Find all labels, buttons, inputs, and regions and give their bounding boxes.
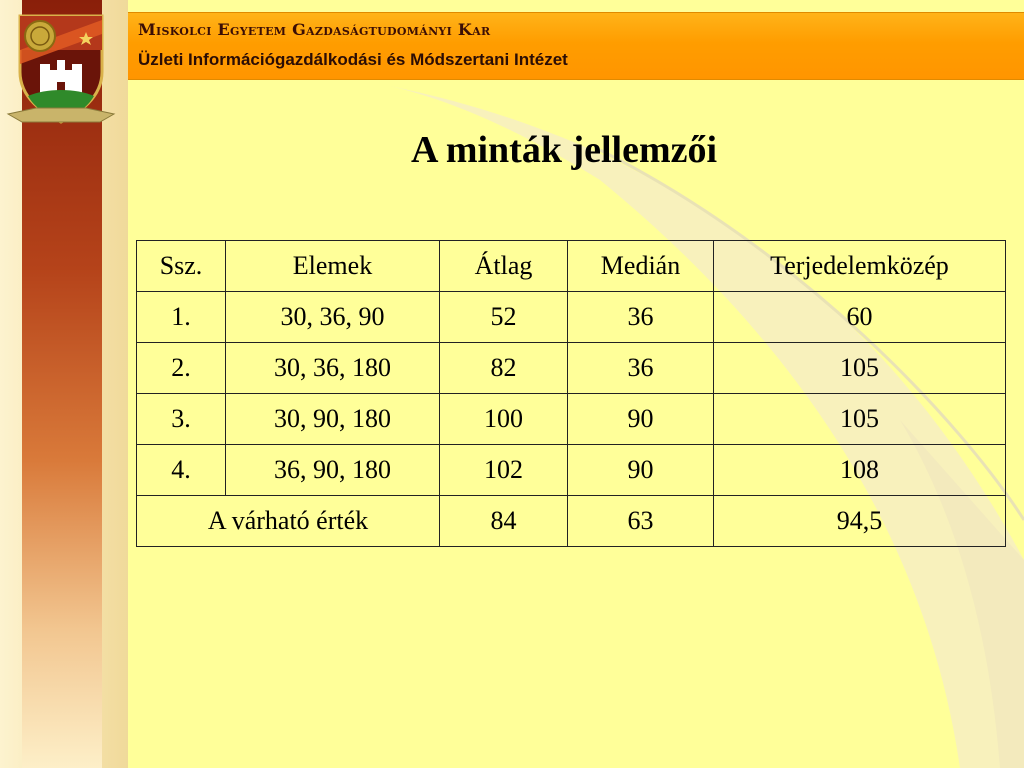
mean-cell: 100 xyxy=(440,394,568,445)
mean-cell: 102 xyxy=(440,445,568,496)
header-cell-elemek: Elemek xyxy=(226,241,440,292)
expected-value-label: A várható érték xyxy=(137,496,440,547)
header-cell-terjedelemkozep: Terjedelemközép xyxy=(714,241,1006,292)
department-name: Üzleti Információgazdálkodási és Módszertani Intézet xyxy=(138,50,568,69)
expected-mean-cell: 84 xyxy=(440,496,568,547)
table-row xyxy=(137,445,1006,496)
university-coat-of-arms-icon xyxy=(6,10,116,130)
midrange-cell: 105 xyxy=(714,394,1006,445)
elements-cell: 36, 90, 180 xyxy=(226,445,440,496)
table-row xyxy=(137,343,1006,394)
median-cell: 36 xyxy=(568,343,714,394)
mean-cell: 82 xyxy=(440,343,568,394)
elements-cell: 30, 36, 90 xyxy=(226,292,440,343)
mean-cell: 52 xyxy=(440,292,568,343)
table-row xyxy=(137,394,1006,445)
table-footer-row xyxy=(137,496,1006,547)
sample-characteristics-table xyxy=(136,240,1006,547)
row-number-cell: 4. xyxy=(137,445,226,496)
row-number-cell: 3. xyxy=(137,394,226,445)
header-cell-atlag: Átlag xyxy=(440,241,568,292)
elements-cell: 30, 90, 180 xyxy=(226,394,440,445)
row-number-cell: 2. xyxy=(137,343,226,394)
median-cell: 36 xyxy=(568,292,714,343)
median-cell: 90 xyxy=(568,445,714,496)
slide-title: A minták jellemzői xyxy=(410,129,718,171)
midrange-cell: 60 xyxy=(714,292,1006,343)
row-number-cell: 1. xyxy=(137,292,226,343)
expected-midrange-cell: 94,5 xyxy=(714,496,1006,547)
institution-name: Miskolci Egyetem Gazdaságtudományi Kar xyxy=(138,20,491,39)
expected-median-cell: 63 xyxy=(568,496,714,547)
midrange-cell: 105 xyxy=(714,343,1006,394)
median-cell: 90 xyxy=(568,394,714,445)
table-row xyxy=(137,292,1006,343)
header-cell-ssz: Ssz. xyxy=(137,241,226,292)
table-header-row xyxy=(137,241,1006,292)
midrange-cell: 108 xyxy=(714,445,1006,496)
header-cell-median: Medián xyxy=(568,241,714,292)
elements-cell: 30, 36, 180 xyxy=(226,343,440,394)
